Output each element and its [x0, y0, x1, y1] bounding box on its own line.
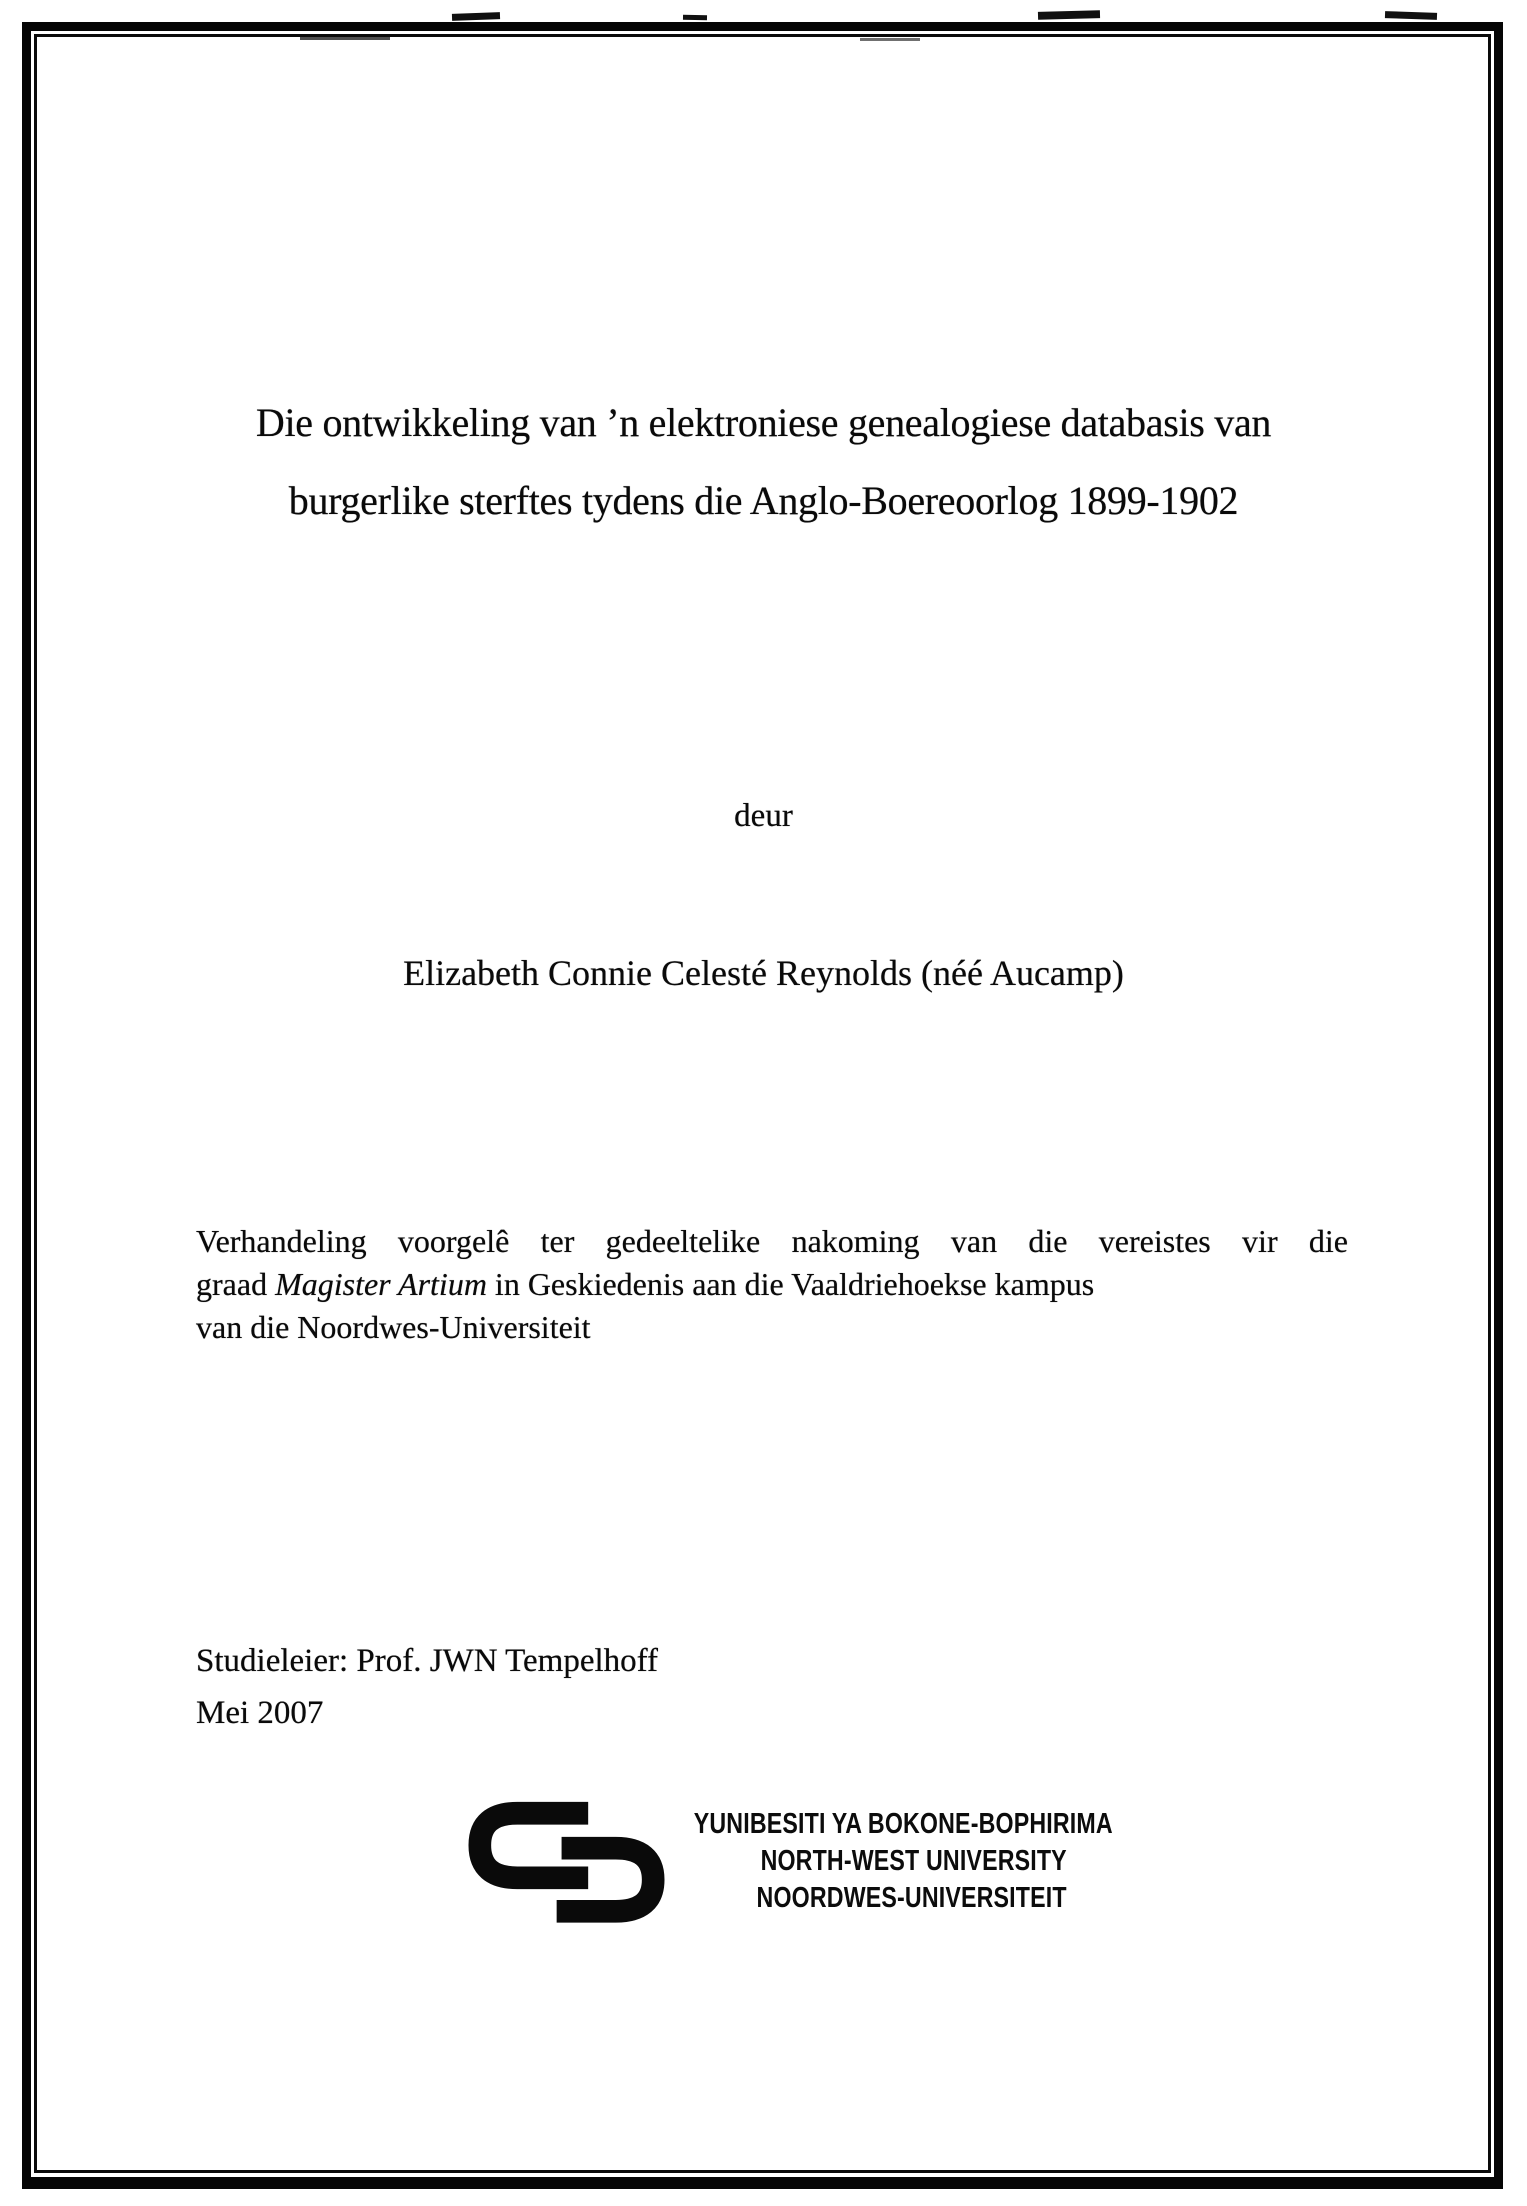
- date-line: Mei 2007: [196, 1695, 324, 1731]
- thesis-title-line-1: Die ontwikkeling van ’n elektroniese genealogiese databasis van: [255, 400, 1272, 445]
- logo-line-english: NORTH-WEST UNIVERSITY: [760, 1845, 1067, 1877]
- supervisor-line: Studieleier: Prof. JWN Tempelhoff: [196, 1643, 659, 1679]
- university-logo: [468, 1798, 1113, 1978]
- statement-degree-prefix: graad: [196, 1266, 268, 1302]
- byline-preposition: deur: [734, 798, 793, 834]
- submission-statement-line-1: Verhandeling voorgelê ter gedeeltelike nakoming van die vereistes vir die: [196, 1223, 1348, 1259]
- scan-artifact: [300, 37, 390, 40]
- thesis-title-line-2: burgerlike sterftes tydens die Anglo-Boereoorlog 1899-1902: [288, 478, 1239, 523]
- scan-artifact: [452, 12, 500, 21]
- author-name: Elizabeth Connie Celesté Reynolds (néé Aucamp): [403, 953, 1124, 993]
- logo-line-afrikaans: NOORDWES-UNIVERSITEIT: [756, 1882, 1067, 1914]
- logo-line-setswana: YUNIBESITI YA BOKONE-BOPHIRIMA: [693, 1808, 1113, 1840]
- thesis-title: [60, 384, 1467, 540]
- page-border-bottom-thickening: [22, 2184, 1503, 2189]
- scan-artifact: [1038, 10, 1100, 20]
- submission-statement-line-3: van die Noordwes-Universiteit: [196, 1309, 591, 1345]
- scan-artifact: [683, 15, 707, 20]
- university-logo-wordmark: [589, 1806, 1113, 1917]
- scan-artifact: [860, 38, 920, 41]
- submission-statement-line-2: [196, 1263, 1348, 1306]
- degree-name-italic: Magister Artium: [275, 1266, 487, 1302]
- scan-artifact: [1385, 11, 1437, 20]
- supervisor-block: [196, 1635, 658, 1739]
- submission-statement: [196, 1220, 1348, 1349]
- statement-degree-suffix: in Geskiedenis aan die Vaaldriehoekse kampus: [494, 1266, 1095, 1302]
